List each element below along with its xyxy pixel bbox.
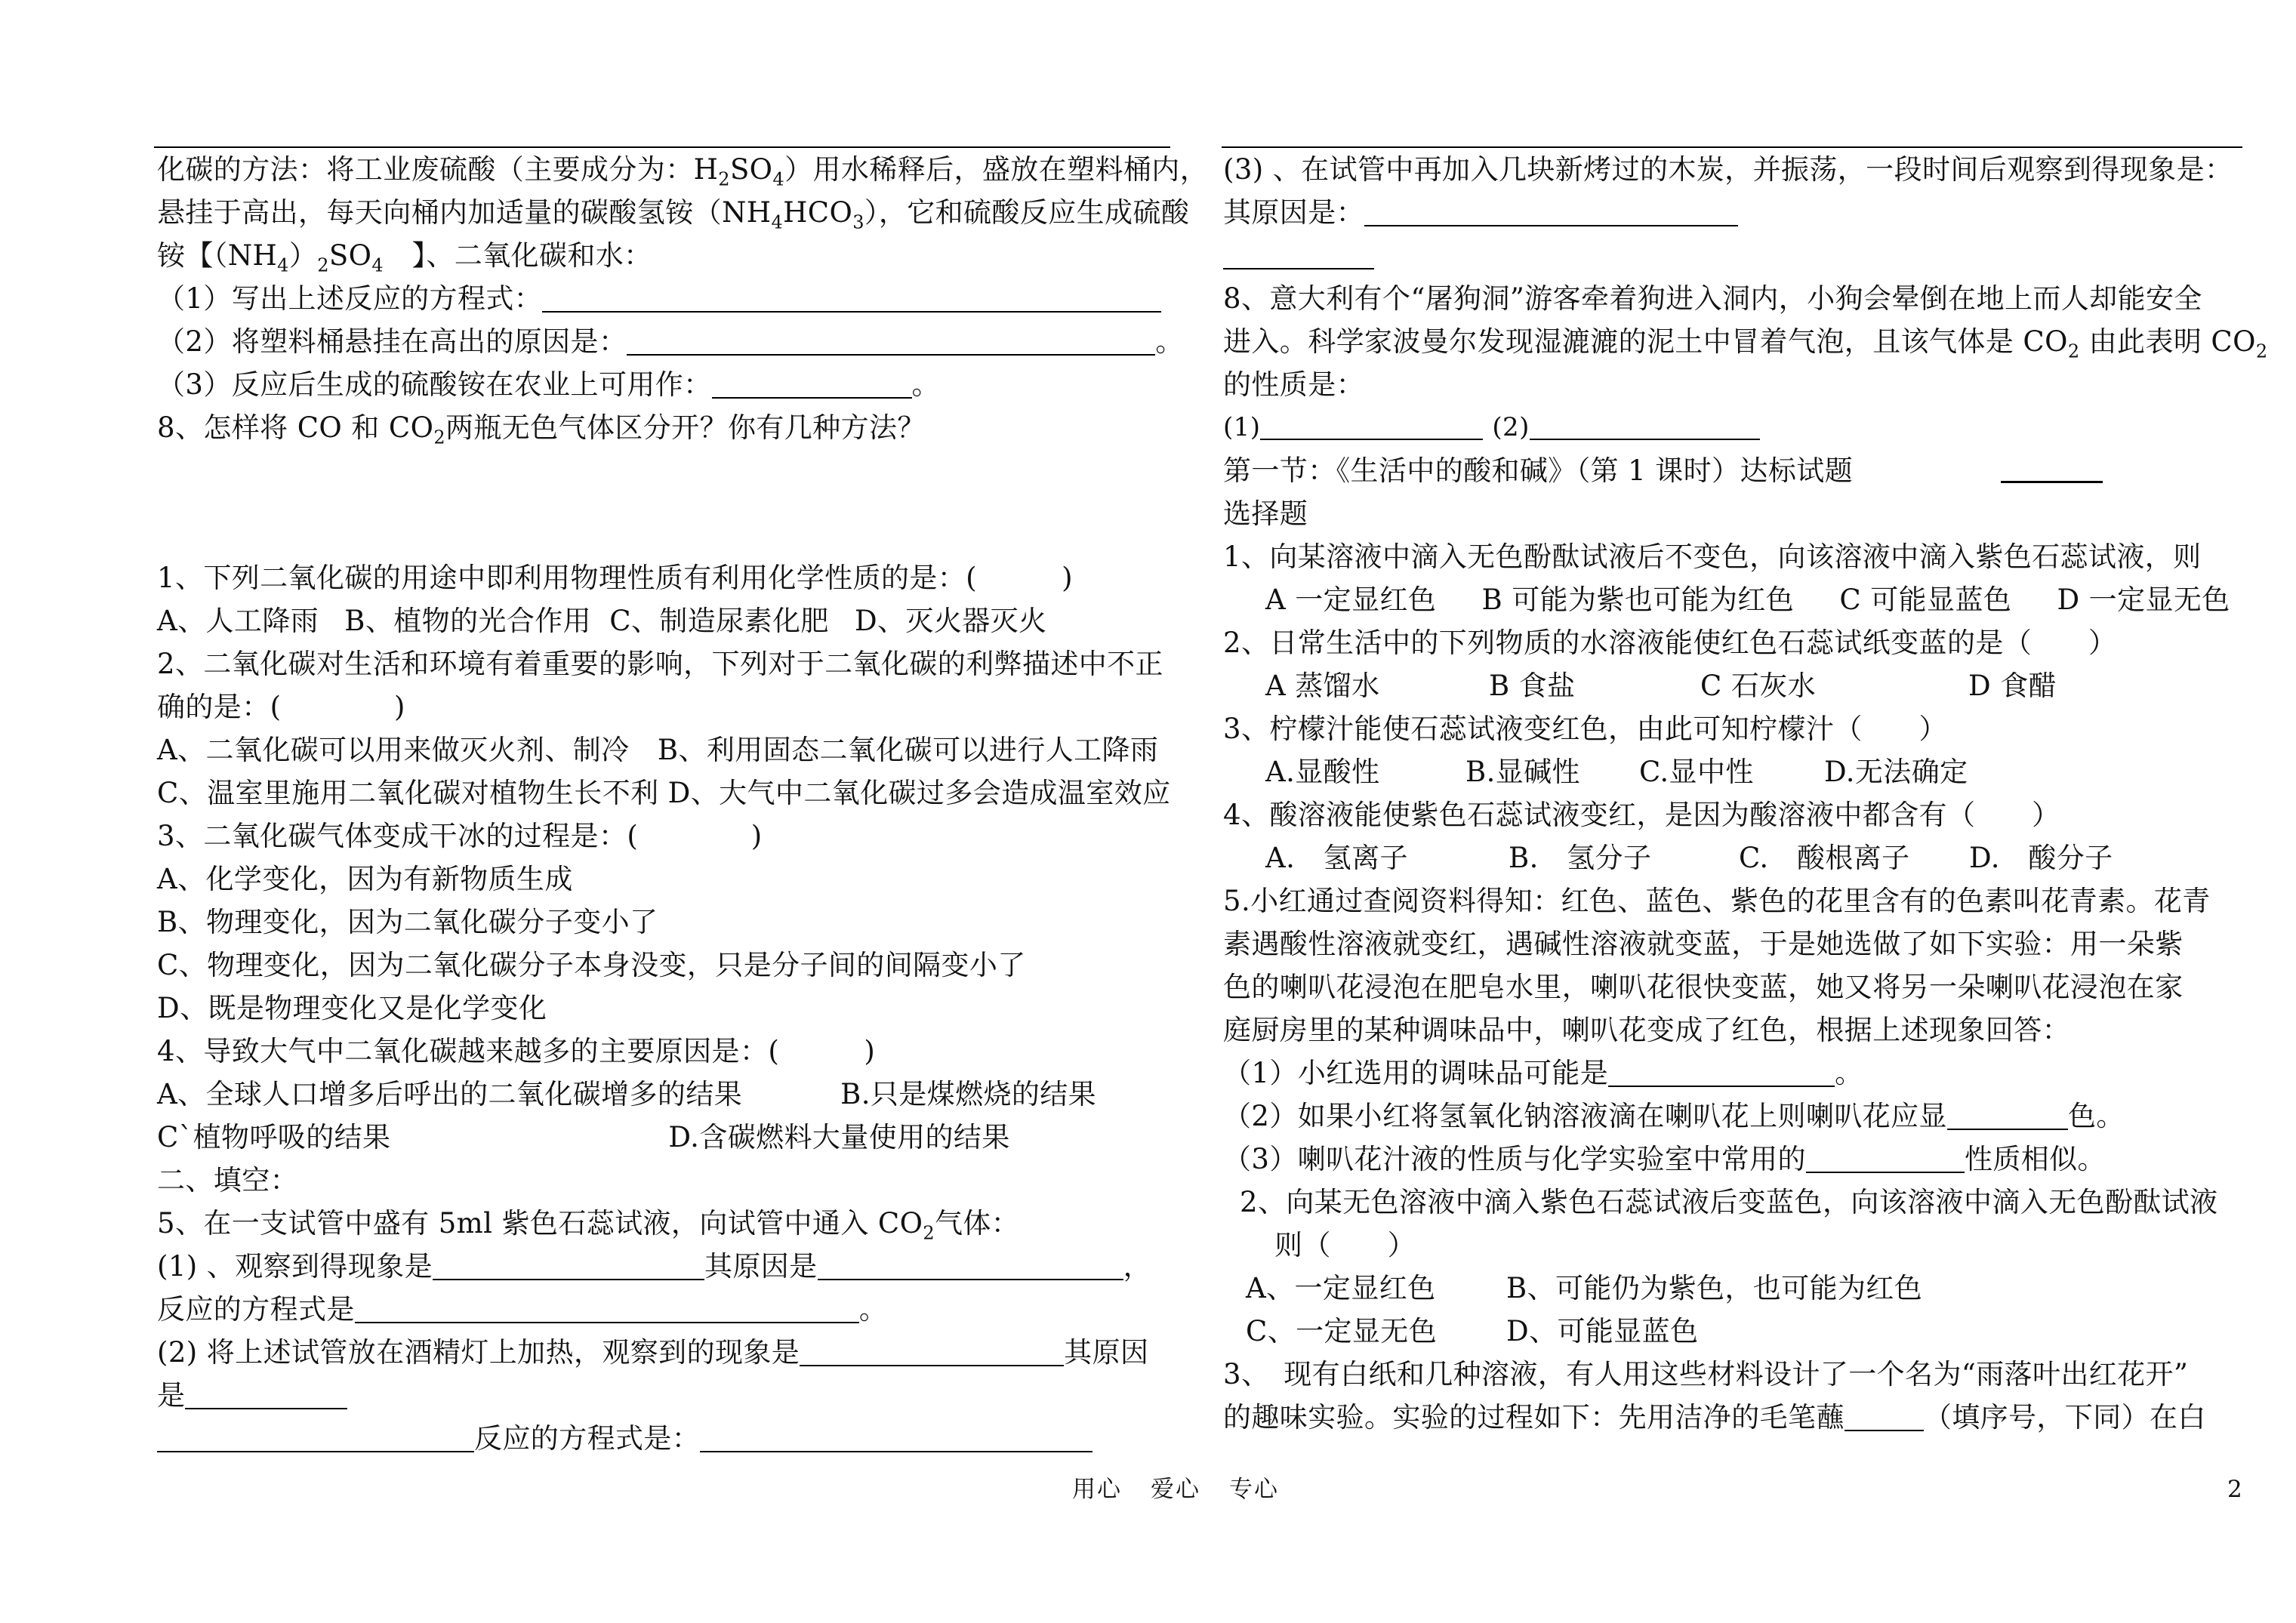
- option-d[interactable]: D.无法确定: [1824, 756, 1968, 788]
- option-a[interactable]: A. 氢离子: [1265, 842, 1408, 874]
- answer-blank[interactable]: [185, 1378, 347, 1409]
- answer-blank[interactable]: [1364, 195, 1738, 226]
- choice-question-2: 2、日常生活中的下列物质的水溶液能使红色石蕊试纸变蓝的是（ ）: [1223, 627, 2117, 659]
- option-c[interactable]: C、制造尿素化肥: [609, 605, 829, 637]
- fill-question-5-1-eq: 反应的方程式是 。: [157, 1293, 888, 1326]
- option-b[interactable]: B.只是煤燃烧的结果: [840, 1078, 1097, 1110]
- option-d[interactable]: D 一定显无色: [2057, 584, 2230, 616]
- choice-question-3: 3、柠檬汁能使石蕊试液变红色，由此可知柠檬汁（ ）: [1223, 713, 1947, 745]
- option-a[interactable]: A、人工降雨: [157, 605, 319, 637]
- fill-question-5: 5、在一支试管中盛有 5ml 紫色石蕊试液，向试管中通入 $CO_2$气体：: [157, 1207, 1020, 1244]
- option-b[interactable]: B. 氢分子: [1509, 842, 1652, 874]
- fill-question-5-1: (1) 、观察到得现象是 其原因是 ，: [157, 1250, 1151, 1283]
- mc-question-1-options: [157, 599, 1169, 642]
- option-b[interactable]: B、植物的光合作用: [344, 605, 592, 637]
- option-d[interactable]: D.含碳燃料大量使用的结果: [668, 1121, 1010, 1153]
- option-a[interactable]: A、一定显红色: [1246, 1272, 1436, 1304]
- answer-blank[interactable]: [1530, 408, 1760, 440]
- answer-blank[interactable]: [1260, 408, 1483, 440]
- mc-question-4-options-1: [157, 1073, 1169, 1116]
- answer-blank[interactable]: [1806, 1141, 1965, 1173]
- question-5-part-3: （3）喇叭花汁液的性质与化学实验室中常用的 性质相似。: [1223, 1143, 2106, 1175]
- option-d[interactable]: D、灭火器灭火: [854, 605, 1047, 637]
- question-2b: 2、向某无色溶液中滴入紫色石蕊试液后变蓝色，向该溶液中滴入无色酚酞试液: [1240, 1186, 2218, 1218]
- option-b[interactable]: B 食盐: [1489, 670, 1576, 702]
- question-3-reason-cont: [1223, 234, 2242, 277]
- answer-blank[interactable]: [433, 1249, 704, 1280]
- section-underline: [2001, 454, 2103, 483]
- question-3b: 3、 现有白纸和几种溶液，有人用这些材料设计了一个名为“雨落叶出红花开”: [1223, 1358, 2189, 1390]
- option-c[interactable]: C 可能显蓝色: [1839, 584, 2012, 616]
- intro-line-1: 化碳的方法：将工业废硫酸（主要成分为：$H_2SO_4$）用水稀释后，盛放在塑料桶内，: [157, 153, 1209, 190]
- question-8-dog-cave: 8、意大利有个“屠狗洞”游客牵着狗进入洞内，小狗会晕倒在地上而人却能安全: [1223, 282, 2202, 315]
- option-d[interactable]: D、可能显蓝色: [1506, 1315, 1699, 1347]
- section-title: 第一节：《生活中的酸和碱》（第 1 课时）达标试题: [1223, 449, 2242, 492]
- answer-blank[interactable]: [700, 1421, 1093, 1452]
- choice-heading: 选择题: [1223, 497, 1308, 530]
- option-b[interactable]: B.显碱性: [1465, 756, 1580, 788]
- fill-question-5-2-cont: 是: [157, 1374, 1169, 1417]
- answer-blank[interactable]: [1845, 1400, 1924, 1431]
- question-3-reason: 其原因是：: [1223, 191, 2242, 234]
- left-column: [157, 148, 1209, 1460]
- question-5-line-2: 素遇酸性溶液就变红，遇碱性溶液就变蓝，于是她选做了如下实验：用一朵紫: [1223, 928, 2184, 960]
- question-5-line-1: 5.小红通过查阅资料得知：红色、蓝色、紫色的花里含有的色素叫花青素。花青: [1223, 885, 2211, 917]
- answer-blank[interactable]: [800, 1335, 1064, 1366]
- question-8-line-3: 的性质是：: [1223, 368, 1364, 401]
- answer-blank[interactable]: [1608, 1055, 1835, 1087]
- answer-blank[interactable]: [1223, 238, 1374, 269]
- choice-question-4: 4、酸溶液能使紫色石蕊试液变红，是因为酸溶液中都含有（ ）: [1223, 799, 2060, 831]
- question-8-line-2: 进入。科学家波曼尔发现湿漉漉的泥土中冒着气泡，且该气体是 $CO_2$ 由此表明 $CO_2$: [1223, 325, 2268, 362]
- fill-question-5-2-eq: 反应的方程式是：: [157, 1417, 1169, 1460]
- mc-question-4: 4、导致大气中二氧化碳越来越多的主要原因是：( ): [157, 1035, 876, 1067]
- mc-question-3: 3、二氧化碳气体变成干冰的过程是：( ): [157, 820, 763, 852]
- intro-line-3: 铵【$(NH_4)_2SO_4$ 】、二氧化碳和水：: [157, 239, 652, 276]
- answer-blank[interactable]: [1947, 1098, 2068, 1130]
- question-8: 8、怎样将 CO 和 $CO_2$两瓶无色气体区分开？你有几种方法？: [157, 411, 926, 448]
- option-c[interactable]: C`植物呼吸的结果: [157, 1121, 391, 1153]
- option-b[interactable]: B、可能仍为紫色，也可能为红色: [1506, 1272, 1923, 1304]
- option-d[interactable]: D 食醋: [1968, 670, 2057, 702]
- question-8-blanks: (1) (2): [1223, 406, 2242, 449]
- mc-question-2-options-2[interactable]: C、温室里施用二氧化碳对植物生长不利 D、大气中二氧化碳过多会造成温室效应: [157, 777, 1171, 809]
- option-a[interactable]: A、全球人口增多后呼出的二氧化碳增多的结果: [157, 1078, 743, 1110]
- option-a[interactable]: A 蒸馏水: [1265, 670, 1380, 702]
- answer-blank[interactable]: [355, 1292, 859, 1323]
- option-c[interactable]: C、一定显无色: [1246, 1315, 1438, 1347]
- question-2b-cont: 则（ ）: [1274, 1229, 1416, 1261]
- mc-question-3-option-d[interactable]: D、既是物理变化又是化学变化: [157, 992, 547, 1024]
- mc-question-2-cont: 确的是：( ): [157, 691, 405, 723]
- choice-question-1-options: [1223, 578, 2242, 621]
- option-a[interactable]: A.显酸性: [1265, 756, 1380, 788]
- choice-question-4-options: [1223, 836, 2242, 879]
- question-5-part-1: （1）小红选用的调味品可能是 。: [1223, 1057, 1863, 1089]
- question-2-reason: （2）将塑料桶悬挂在高出的原因是： 。: [157, 325, 1184, 358]
- mc-question-3-option-a[interactable]: A、化学变化，因为有新物质生成: [157, 863, 573, 895]
- question-3-usage: （3）反应后生成的硫酸铵在农业上可用作： 。: [157, 368, 940, 401]
- page-footer: [0, 1471, 2296, 1508]
- option-c[interactable]: C. 酸根离子: [1739, 842, 1910, 874]
- choice-question-3-options: [1223, 750, 2242, 793]
- question-5-line-3: 色的喇叭花浸泡在肥皂水里，喇叭花很快变蓝，她又将另一朵喇叭花浸泡在家: [1223, 971, 2184, 1003]
- answer-blank[interactable]: [542, 281, 1161, 313]
- mc-question-1: 1、下列二氧化碳的用途中即利用物理性质有利用化学性质的是：( ): [157, 562, 1074, 594]
- mc-question-2-options-1[interactable]: A、二氧化碳可以用来做灭火剂、制冷 B、利用固态二氧化碳可以进行人工降雨: [157, 734, 1159, 766]
- fill-question-5-2: (2) 将上述试管放在酒精灯上加热，观察到的现象是 其原因: [157, 1336, 1149, 1369]
- right-column: [1223, 148, 2268, 1439]
- intro-line-2: 悬挂于高出，每天向桶内加适量的碳酸氢铵$(NH_4HCO_3)$，它和硫酸反应生成硫酸: [157, 196, 1190, 233]
- question-2b-options-1: [1223, 1267, 2242, 1310]
- question-3-charcoal: (3) 、在试管中再加入几块新烤过的木炭，并振荡，一段时间后观察到得现象是：: [1223, 153, 2233, 186]
- choice-question-2-options: [1223, 664, 2242, 707]
- question-1-equation: （1）写出上述反应的方程式：: [157, 277, 1169, 320]
- mc-question-3-option-b[interactable]: B、物理变化，因为二氧化碳分子变小了: [157, 906, 658, 938]
- fill-section-title: 二、填空：: [157, 1164, 298, 1196]
- footer-motto: 用心 爱心 专心: [1072, 1476, 1279, 1503]
- choice-question-1: 1、向某溶液中滴入无色酚酞试液后不变色，向该溶液中滴入紫色石蕊试液，则: [1223, 540, 2202, 573]
- question-5-line-4: 庭厨房里的某种调味品中，喇叭花变成了红色，根据上述现象回答：: [1223, 1014, 2070, 1046]
- page-number: 2: [2227, 1476, 2242, 1503]
- option-c[interactable]: C 石灰水: [1700, 670, 1817, 702]
- mc-question-4-options-2: [157, 1116, 1169, 1159]
- answer-blank[interactable]: [712, 367, 912, 399]
- option-c[interactable]: C.显中性: [1639, 756, 1754, 788]
- option-a[interactable]: A 一定显红色: [1265, 584, 1437, 616]
- option-b[interactable]: B 可能为紫也可能为红色: [1481, 584, 1795, 616]
- answer-blank[interactable]: [627, 324, 1155, 356]
- question-3b-cont: 的趣味实验。实验的过程如下：先用洁净的毛笔蘸 （填序号，下同）在白: [1223, 1401, 2206, 1434]
- question-2b-options-2: [1223, 1310, 2242, 1353]
- answer-blank[interactable]: [818, 1249, 1123, 1280]
- mc-question-3-option-c[interactable]: C、物理变化，因为二氧化碳分子本身没变，只是分子间的间隔变小了: [157, 949, 1026, 981]
- question-5-part-2: （2）如果小红将氢氧化钠溶液滴在喇叭花上则喇叭花应显 色。: [1223, 1100, 2125, 1132]
- option-d[interactable]: D. 酸分子: [1969, 842, 2113, 874]
- mc-question-2: 2、二氧化碳对生活和环境有着重要的影响，下列对于二氧化碳的利弊描述中不正: [157, 648, 1163, 680]
- answer-blank[interactable]: [157, 1421, 474, 1452]
